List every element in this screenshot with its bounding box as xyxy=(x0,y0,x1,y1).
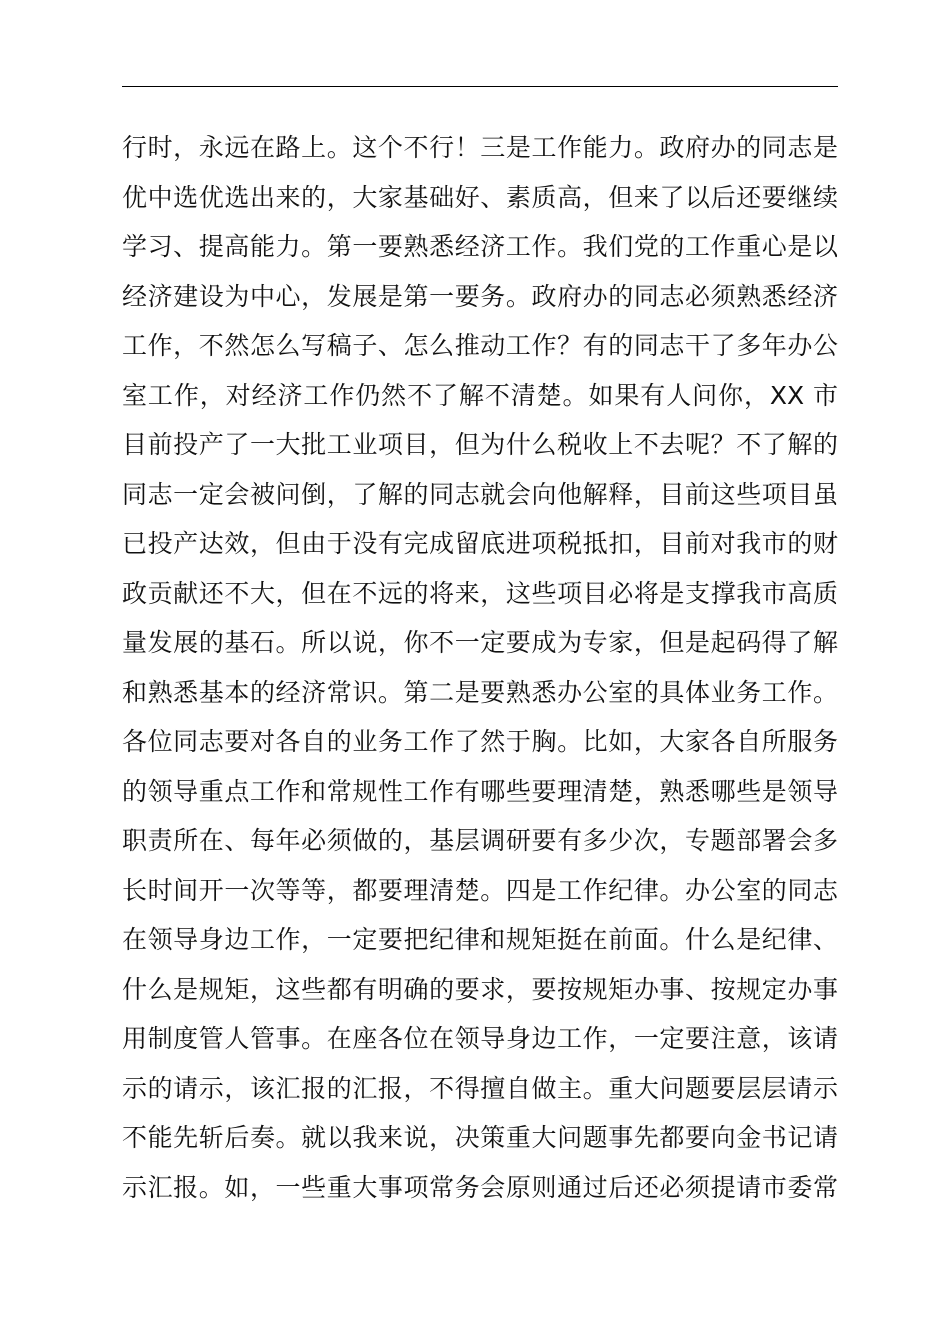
text-line: 政贡献还不大，但在不远的将来，这些项目必将是支撑我市高质 xyxy=(122,578,838,608)
text-line: 示的请示，该汇报的汇报，不得擅自做主。重大问题要层层请示 xyxy=(122,1073,838,1103)
text-line: 目前投产了一大批工业项目，但为什么税收上不去呢？不了解的 xyxy=(122,430,838,459)
text-line: 优中选优选出来的，大家基础好、素质高，但来了以后还要继续 xyxy=(122,182,838,212)
text-line: 工作，不然怎么写稿子、怎么推动工作？有的同志干了多年办公 xyxy=(122,331,838,360)
text-line: 什么是规矩，这些都有明确的要求，要按规矩办事、按规定办事 xyxy=(122,974,838,1004)
text-line: 不能先斩后奏。就以我来说，决策重大问题事先都要向金书记请 xyxy=(122,1123,838,1152)
text-line: 用制度管人管事。在座各位在领导身边工作，一定要注意，该请 xyxy=(122,1024,838,1053)
text-line: 示汇报。如，一些重大事项常务会原则通过后还必须提请市委常 xyxy=(122,1172,838,1202)
text-line: 行时，永远在路上。这个不行！三是工作能力。政府办的同志是 xyxy=(122,133,838,162)
text-line: 各位同志要对各自的业务工作了然于胸。比如，大家各自所服务 xyxy=(122,727,838,756)
text-line: 量发展的基石。所以说，你不一定要成为专家，但是起码得了解 xyxy=(122,628,838,657)
text-line: 学习、提高能力。第一要熟悉经济工作。我们党的工作重心是以 xyxy=(122,232,838,261)
text-line: 已投产达效，但由于没有完成留底进项税抵扣，目前对我市的财 xyxy=(122,529,838,558)
text-line: 职责所在、每年必须做的，基层调研要有多少次，专题部署会多 xyxy=(122,826,838,855)
header-rule xyxy=(122,86,838,87)
text-line: 长时间开一次等等，都要理清楚。四是工作纪律。办公室的同志 xyxy=(122,875,838,905)
text-line: 和熟悉基本的经济常识。第二是要熟悉办公室的具体业务工作。 xyxy=(122,677,838,707)
body-text xyxy=(122,123,838,1212)
text-line: 的领导重点工作和常规性工作有哪些要理清楚，熟悉哪些是领导 xyxy=(122,776,838,806)
text-line: 经济建设为中心，发展是第一要务。政府办的同志必须熟悉经济 xyxy=(122,281,838,311)
text-line: 在领导身边工作，一定要把纪律和规矩挺在前面。什么是纪律、 xyxy=(122,925,838,954)
text-line: 室工作，对经济工作仍然不了解不清楚。如果有人问你，XX 市 xyxy=(122,380,838,410)
text-line: 同志一定会被问倒，了解的同志就会向他解释，目前这些项目虽 xyxy=(122,479,838,509)
